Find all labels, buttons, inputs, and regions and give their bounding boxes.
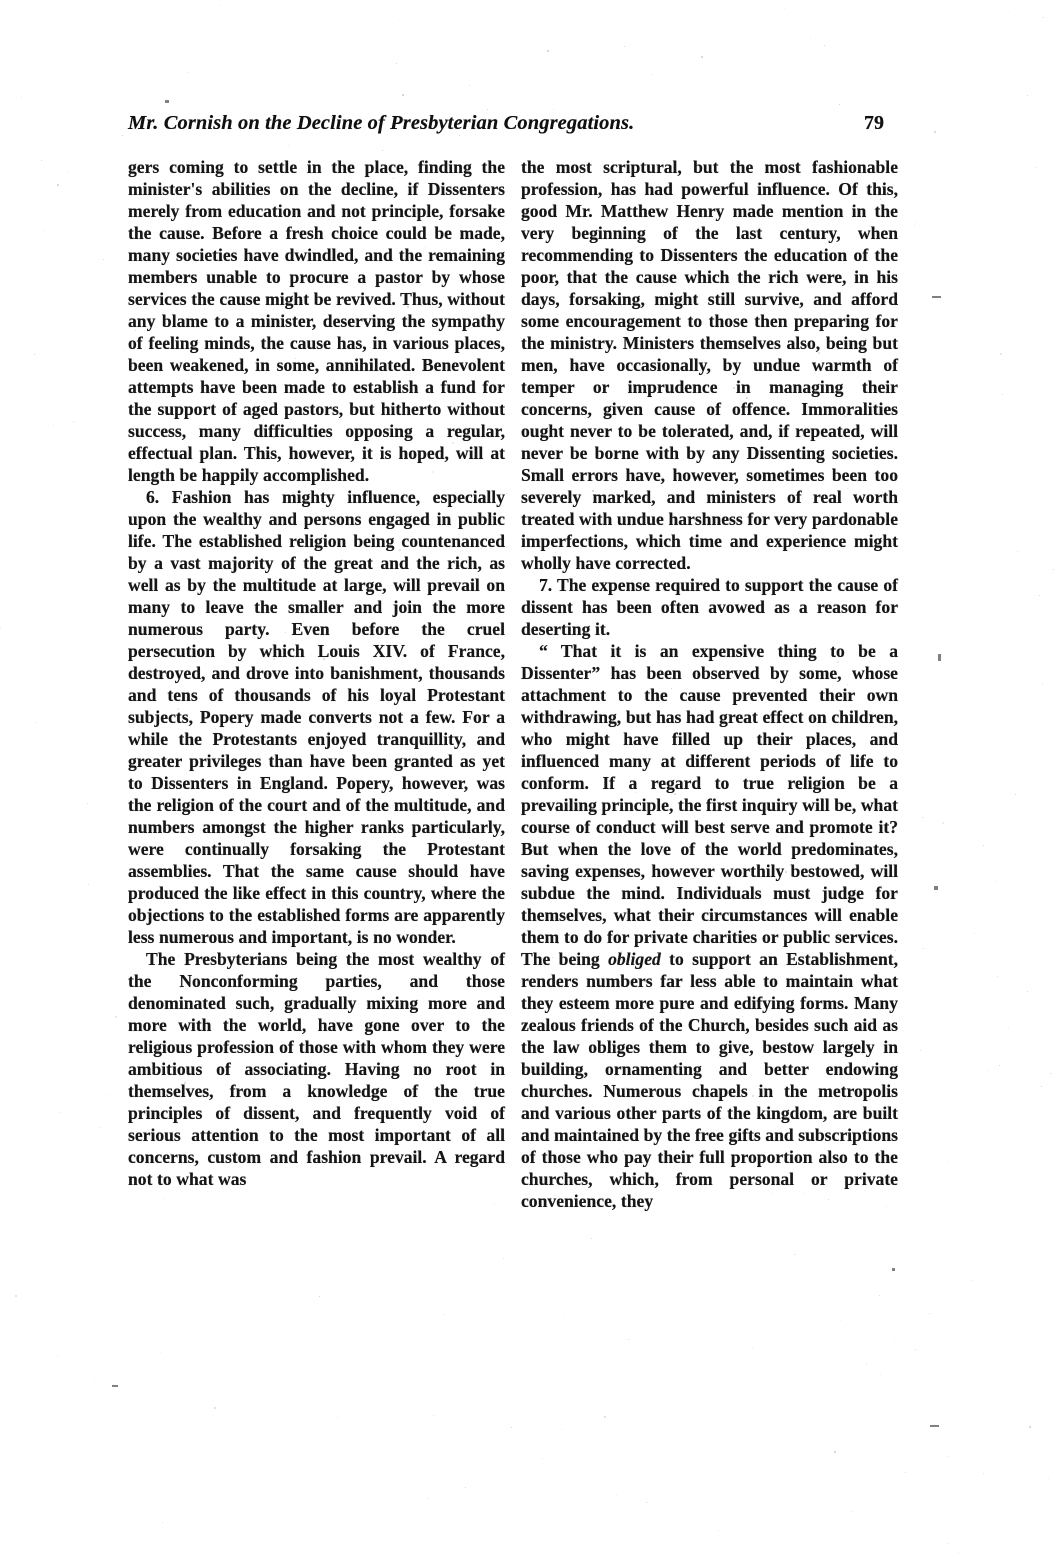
page-number: 79	[864, 112, 884, 134]
margin-scan-mark	[938, 654, 941, 661]
paragraph-item-7: 7. The expense required to support the cause of dissent has been often avowed as a reason for deserting it.	[521, 575, 898, 639]
emphasized-word-obliged: obliged	[608, 949, 661, 969]
paragraph-presbyterians: The Presbyterians being the most wealthy of the Nonconforming parties, and those denominated such, gradually mixing more and more with the world, have gone over to the religious profession of those with whom they were ambitious of associating. Having no root in themselves, from a knowledge of the true principles of dissent, and frequently void of serious attention to the most important of all concerns, custom and fashion prevail. A regard not to what was	[128, 949, 505, 1189]
body-columns	[128, 156, 918, 1212]
left-column	[128, 156, 505, 1212]
running-head	[128, 112, 918, 135]
paragraph-continued-right: the most scriptural, but the most fashionable profession, has had powerful influence. Of this, good Mr. Matthew Henry made mention in the very beginning of the last century, when recommending to Dissenters the education of the poor, that the cause which the rich were, in his days, forsaking, might still survive, and afford some encouragement to those then preparing for the ministry. Ministers themselves also, being but men, have occasionally, by undue warmth of temper or imprudence in managing their concerns, given cause of offence. Immoralities ought never to be tolerated, and, if repeated, will never be borne with by any Dissenting societies. Small errors have, however, sometimes been too severely marked, and ministers of real worth treated with undue harshness for very pardonable imperfections, which time and experience might wholly have corrected.	[521, 157, 898, 573]
paragraph-item-6: 6. Fashion has mighty influence, especially upon the wealthy and persons engaged in public life. The established religion being countenanced by a vast majority of the great and the rich, as well as by the multitude at large, will prevail on many to leave the smaller and join the more numerous party. Even before the cruel persecution by which Louis XIV. of France, destroyed, and drove into banishment, thousands and tens of thousands of his loyal Protestant subjects, Popery made converts not a few. For a while the Protestants enjoyed tranquillity, and greater privileges than have been granted as yet to Dissenters in England. Popery, however, was the religion of the court and of the multitude, and numbers amongst the higher ranks particularly, were continually forsaking the Protestant assemblies. That the same cause should have produced the like effect in this country, where the objections to the established forms are apparently less numerous and important, is no wonder.	[128, 487, 505, 947]
margin-scan-mark	[930, 1425, 939, 1427]
paragraph-expensive-thing	[521, 640, 898, 1212]
margin-scan-mark	[934, 886, 938, 890]
quoted-passage-tail: to support an Establishment, renders numbers far less able to maintain what they esteem more pure and edifying forms. Many zealous friends of the Church, besides such aid as the law obliges them to give, bestow largely in building, ornamenting and better endowing churches. Numerous chapels in the metropolis and various other parts of the kingdom, are built and maintained by the free gifts and subscriptions of those who pay their full proportion also to the churches, which, from personal or private convenience, they	[521, 949, 899, 1211]
paragraph-continued: gers coming to settle in the place, finding the minister's abilities on the decline, if Dissenters merely from education and not principle, forsake the cause. Before a fresh choice could be made, many societies have dwindled, and the remaining members unable to procure a pastor by whose services the cause might be revived. Thus, without any blame to a minister, deserving the sympathy of feeling minds, the cause has, in various places, been weakened, in some, annihilated. Benevolent attempts have been made to establish a fund for the support of aged pastors, but hitherto without success, many difficulties opposing a regular, effectual plan. This, however, it is hoped, will at length be happily accomplished.	[128, 157, 505, 485]
right-column	[521, 156, 898, 1212]
margin-scan-mark	[165, 100, 169, 103]
margin-scan-mark	[932, 296, 941, 298]
quoted-passage-lead: “ That it is an expensive thing to be a Dissenter” has been observed by some, whose attachment to the cause prevented their own withdrawing, but has had great effect on children, who might have filled up their places, and influenced many at different periods of life to conform. If a regard to true religion be a prevailing principle, the first inquiry will be, what course of conduct will best serve and promote it? But when the love of the world predominates, saving expenses, however worthily bestowed, will subdue the mind. Individuals must judge for themselves, what their circumstances will enable them to do for private charities or public services. The being	[521, 641, 898, 969]
running-head-title: Mr. Cornish on the Decline of Presbyterian Congregations.	[128, 112, 635, 134]
margin-scan-mark	[892, 1268, 895, 1271]
margin-scan-mark	[112, 1385, 118, 1387]
